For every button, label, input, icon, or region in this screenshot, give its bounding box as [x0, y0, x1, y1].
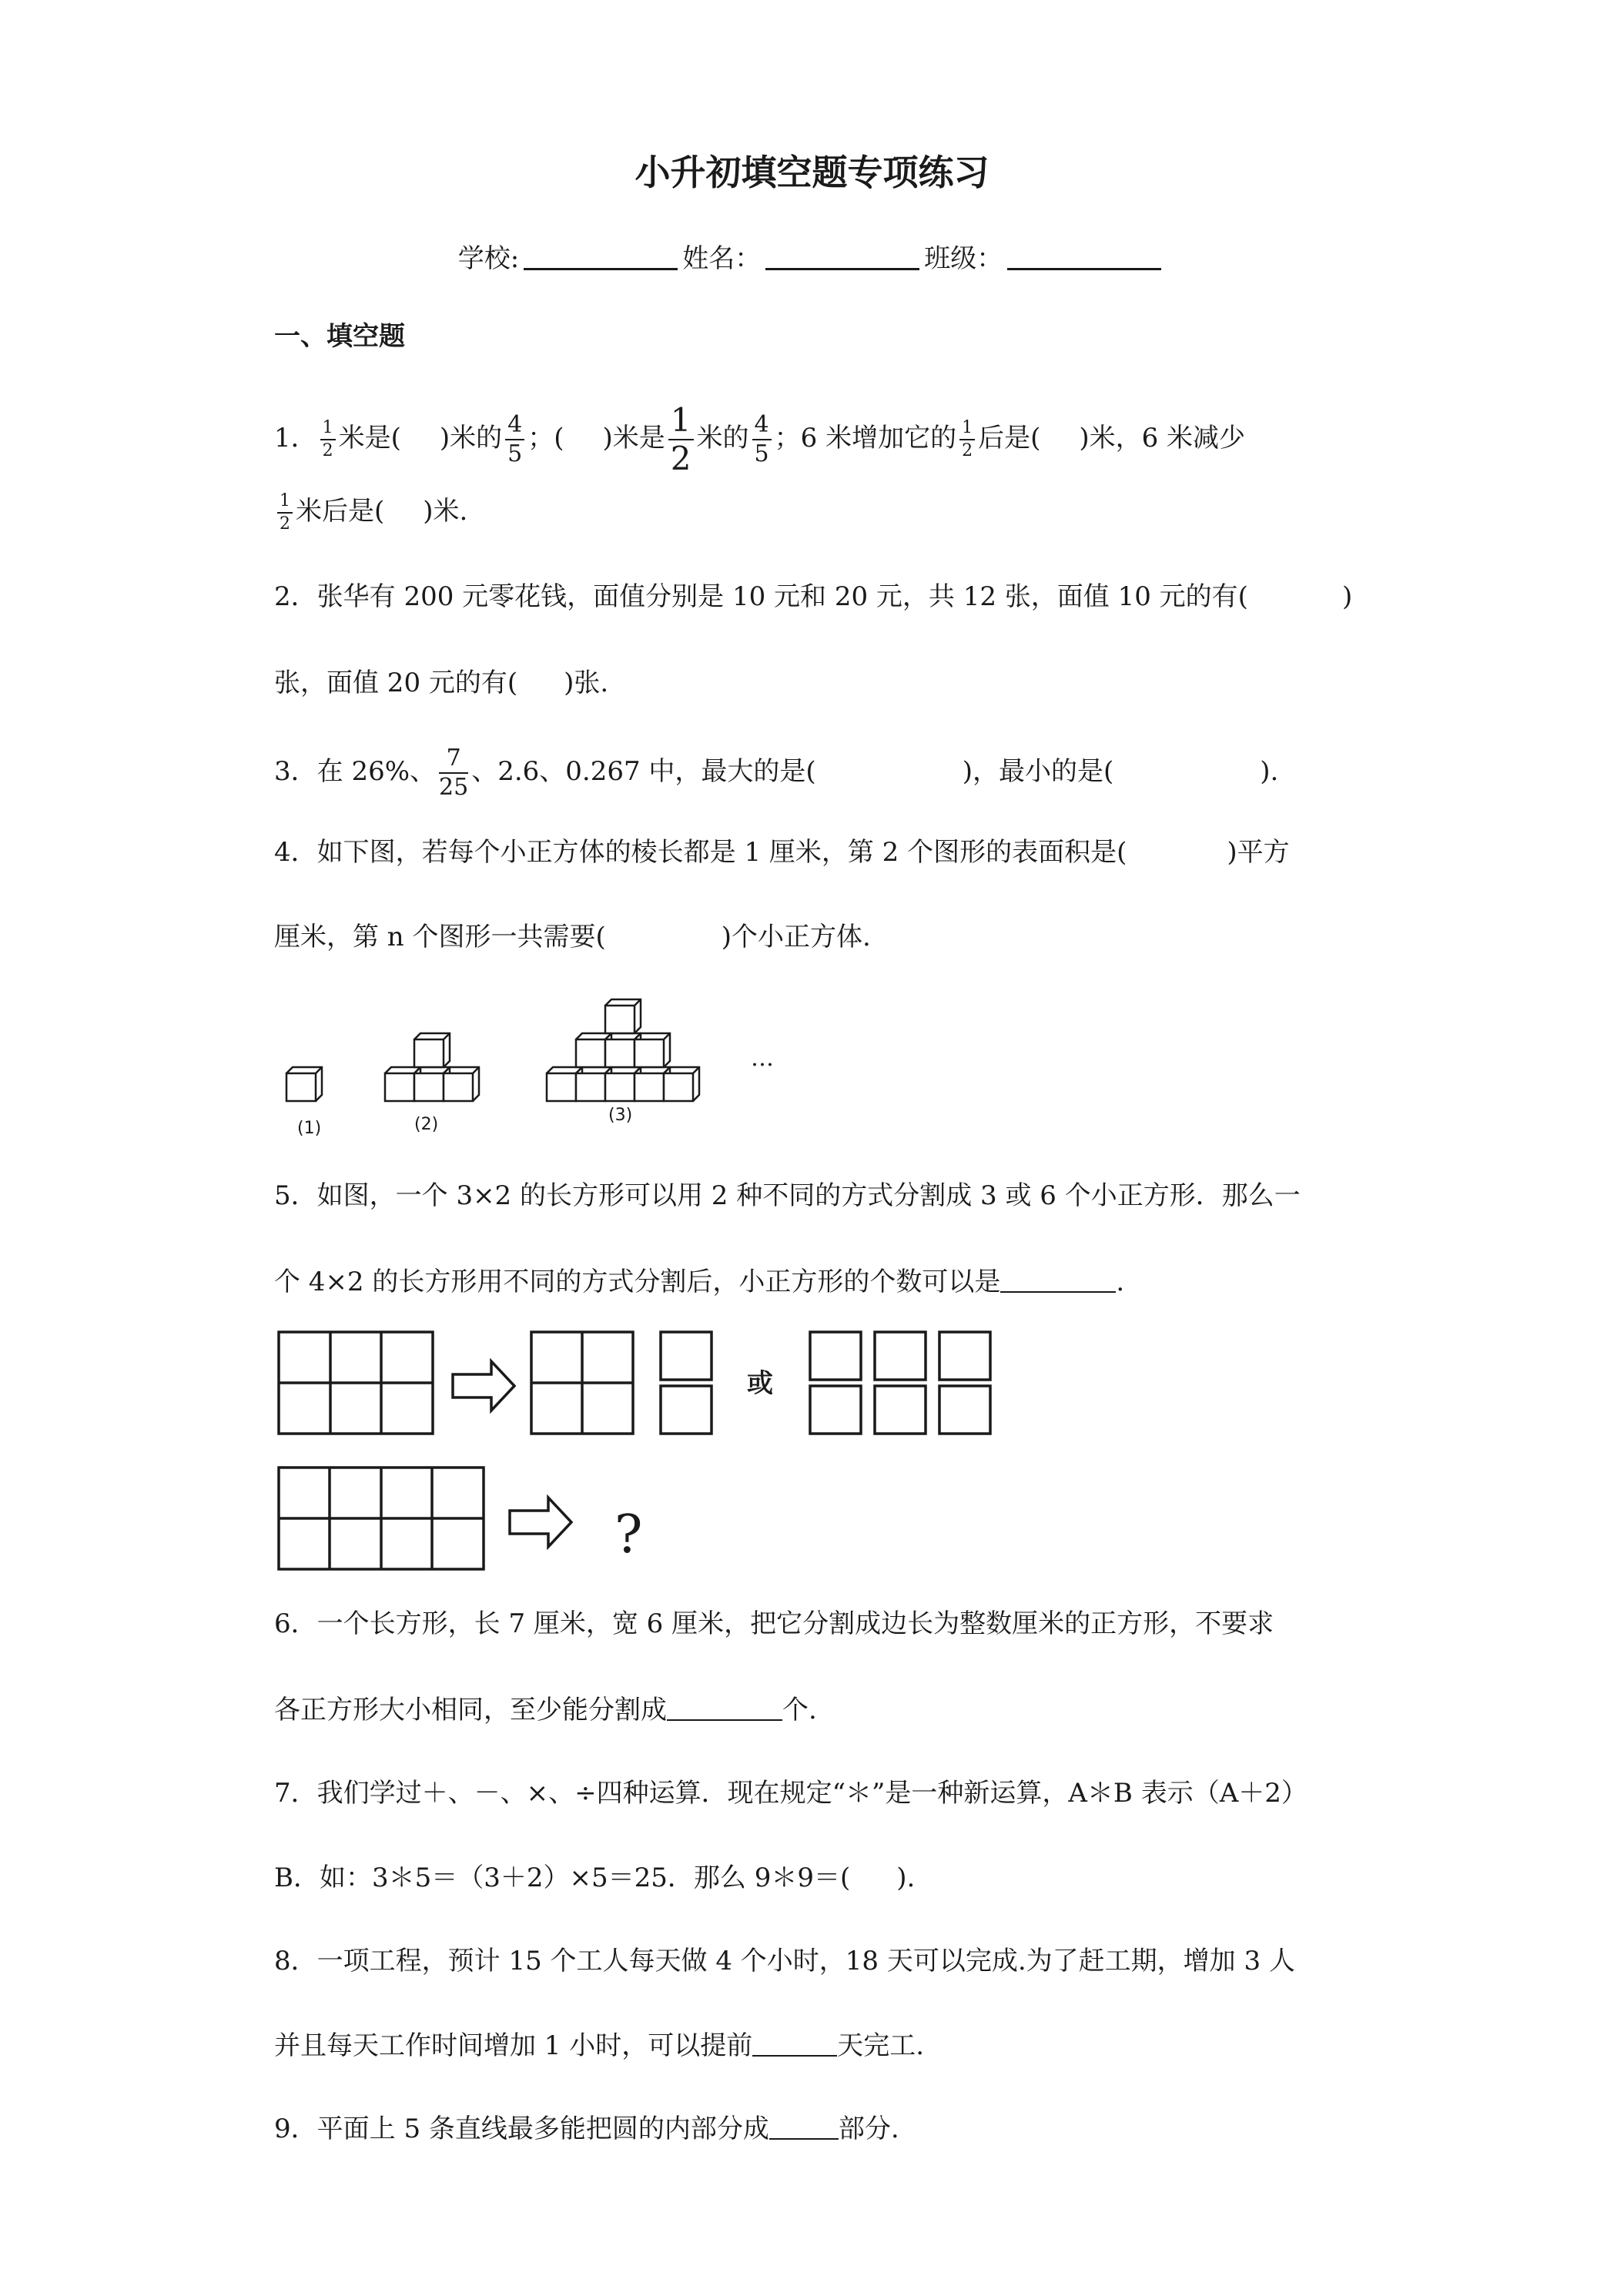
- question-7-line-1: 7．我们学过＋、－、×、÷四种运算．现在规定“＊”是一种新运算，A＊B 表示（A＋2）: [274, 1778, 1308, 1809]
- figure-label-1: (1): [297, 1119, 322, 1138]
- question-6-line-1: 6．一个长方形，长 7 厘米，宽 6 厘米，把它分割成边长为整数厘米的正方形，不要求: [274, 1608, 1274, 1639]
- figure-ellipsis: …: [751, 1045, 774, 1072]
- rect-4x2-grid: [279, 1468, 484, 1569]
- or-label: 或: [747, 1368, 773, 1399]
- rect-3x2-grid: [279, 1332, 433, 1434]
- question-5-line-1: 5．如图，一个 3×2 的长方形可以用 2 种不同的方式分割成 3 或 6 个小正方形．那么一: [274, 1180, 1301, 1211]
- school-label: 学校:: [457, 243, 520, 274]
- question-6-line-2: 各正方形大小相同，至少能分割成 个.: [274, 1695, 817, 1725]
- question-8-line-1: 8．一项工程，预计 15 个工人每天做 4 个小时，18 天可以完成.为了赶工期，增加 3 人: [274, 1946, 1295, 1976]
- question-2-line-2: 张，面值 20 元的有( )张.: [274, 668, 609, 698]
- name-label: 姓名：: [682, 243, 762, 274]
- fraction-four-fifths-2: $\frac{4}{5}$: [752, 413, 772, 466]
- figure-label-3: (3): [608, 1106, 633, 1125]
- question-2-line-1: 2．张华有 200 元零花钱，面值分别是 10 元和 20 元，共 12 张，面值 10 元的有(: [274, 581, 1248, 612]
- split-big-square: [531, 1332, 633, 1434]
- fraction-four-fifths: $\frac{4}{5}$: [505, 413, 524, 466]
- arrow-right-1: [453, 1361, 514, 1411]
- fraction-half: $\frac{1}{2}$: [320, 420, 336, 460]
- question-4-line-1: 4．如下图，若每个小正方体的棱长都是 1 厘米，第 2 个图形的表面积是( )平方: [274, 837, 1290, 868]
- question-8-line-2: 并且每天工作时间增加 1 小时，可以提前 天完工.: [274, 2030, 925, 2061]
- arrow-right-2: [510, 1498, 571, 1547]
- question-1-line-2: $\frac{1}{2}$ 米后是( )米.: [274, 493, 467, 533]
- cube-figure-1: [286, 1067, 322, 1101]
- question-2-line-1-end: ): [1342, 581, 1353, 612]
- fraction-half-2: $\frac{1}{2}$: [959, 420, 975, 460]
- question-4-line-2: 厘米，第 n 个图形一共需要( )个小正方体.: [274, 922, 871, 952]
- page-title: 小升初填空题专项练习: [635, 152, 989, 193]
- cube-figure-3: [547, 999, 699, 1101]
- question-7-line-2: B．如：3＊5＝（3＋2）×5＝25．那么 9＊9＝( ).: [274, 1863, 916, 1893]
- question-3: 3．在 26%、 $\frac{7}{25}$ 、2.6、0.267 中，最大的是( )，最小的是( ).: [274, 745, 1279, 801]
- cube-figure-2: [385, 1033, 479, 1101]
- question-mark: ?: [614, 1504, 643, 1565]
- split-small-squares: [661, 1332, 712, 1434]
- figure-label-2: (2): [414, 1115, 439, 1134]
- class-label: 班级：: [924, 243, 1003, 274]
- six-squares: [810, 1332, 990, 1434]
- fraction-half-3: $\frac{1}{2}$: [277, 493, 293, 533]
- fraction-seven-25: $\frac{7}{25}$: [439, 745, 469, 801]
- question-9: 9．平面上 5 条直线最多能把圆的内部分成 部分.: [274, 2114, 899, 2144]
- question-5-line-2: 个 4×2 的长方形用不同的方式分割后，小正方形的个数可以是 .: [274, 1267, 1125, 1297]
- question-1-line-1: 1． $\frac{1}{2}$ 米是( )米的 $\frac{4}{5}$ ；( )米是 $\frac{1}{2}$ 米的 $\frac{4}{5}$ ；6 米增加它的 $\frac{1}{2}$ 后是( )米，6 米减少: [274, 401, 1246, 477]
- fraction-half-large: $\frac{1}{2}$: [668, 404, 694, 475]
- section-heading: 一、填空题: [274, 321, 405, 352]
